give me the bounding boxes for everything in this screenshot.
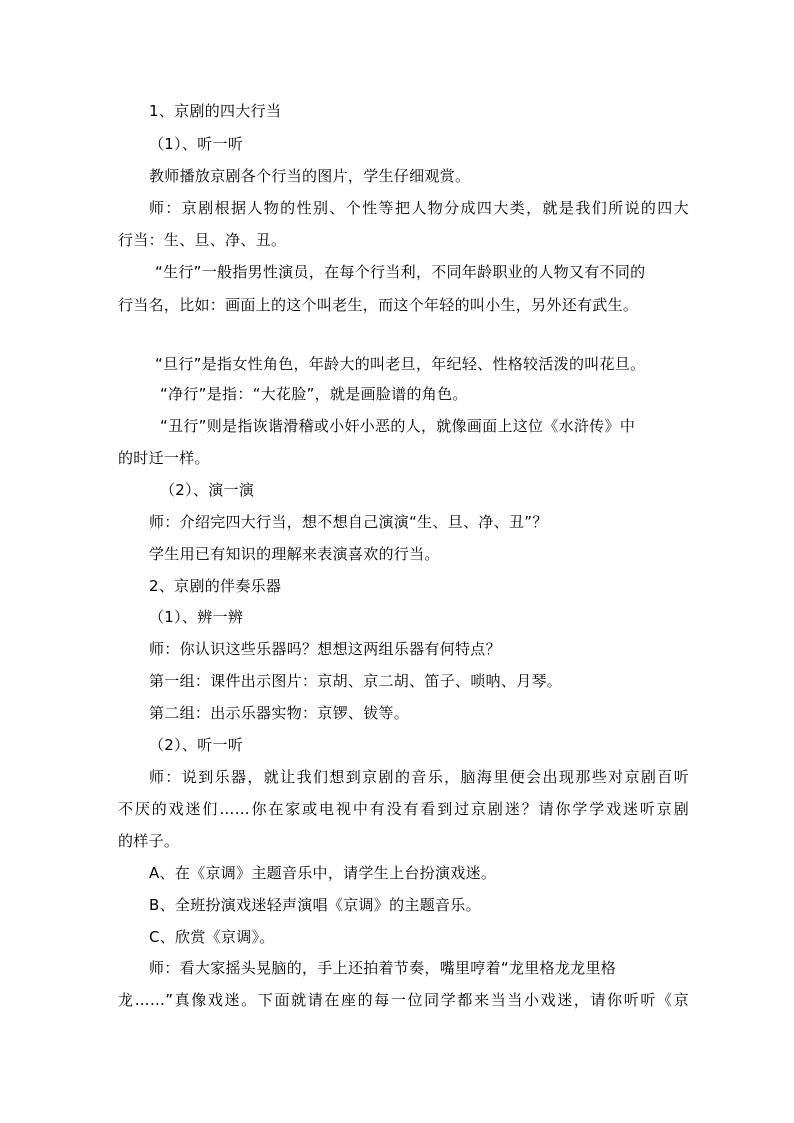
subheading-listen-1: （1）、听一听 [149, 135, 244, 153]
paragraph-line: 师：看大家摇头晃脑的，手上还拍着节奏，嘴里哼着“龙里格龙龙里格 [149, 959, 617, 977]
paragraph-line: 第一组：课件出示图片：京胡、京二胡、笛子、唢呐、月琴。 [149, 672, 563, 690]
paragraph-line: 行当名，比如：画面上的这个叫老生，而这个年轻的叫小生，另外还有武生。 [118, 296, 639, 314]
subheading-act-2: （2）、演一演 [160, 481, 255, 499]
paragraph-line: 龙……”真像戏迷。下面就请在座的每一位同学都来当当小戏迷，请你听听《京 [118, 991, 689, 1009]
paragraph-line: “净行”是指：“大花脸”，就是画脸谱的角色。 [160, 385, 468, 403]
paragraph-line: 师：说到乐器，就让我们想到京剧的音乐，脑海里便会出现那些对京剧百听 [149, 768, 689, 786]
paragraph-line: 第二组：出示乐器实物：京锣、钹等。 [149, 704, 410, 722]
paragraph-line: 教师播放京剧各个行当的图片，学生仔细观赏。 [149, 167, 471, 185]
heading-section-2: 2、京剧的伴奏乐器 [149, 577, 282, 595]
paragraph-line: 的样子。 [118, 832, 180, 850]
list-item-c: C、欣赏《京调》。 [149, 928, 275, 946]
paragraph-line: 不厌的戏迷们……你在家或电视中有没有看到过京剧迷？请你学学戏迷听京剧 [118, 800, 689, 818]
paragraph-line: 师：介绍完四大行当，想不想自己演演“生、旦、净、丑”？ [149, 513, 548, 531]
paragraph-line: 行当：生、旦、净、丑。 [118, 231, 287, 249]
heading-section-1: 1、京剧的四大行当 [149, 102, 282, 120]
list-item-b: B、全班扮演戏迷轻声演唱《京调》的主题音乐。 [149, 896, 481, 914]
paragraph-line: 师：京剧根据人物的性别、个性等把人物分成四大类，就是我们所说的四大 [149, 199, 689, 217]
list-item-a: A、在《京调》主题音乐中，请学生上台扮演戏迷。 [149, 864, 497, 882]
paragraph-line: 师：你认识这些乐器吗？想想这两组乐器有何特点？ [149, 640, 501, 658]
paragraph-line: “旦行”是指女性角色，年龄大的叫老旦，年纪轻、性格较活泼的叫花旦。 [155, 355, 646, 373]
subheading-listen-2: （2）、听一听 [149, 736, 244, 754]
subheading-identify-1: （1）、辨一辨 [149, 608, 244, 626]
paragraph-line: 的时迁一样。 [118, 449, 210, 467]
paragraph-line: “生行”一般指男性演员，在每个行当利，不同年龄职业的人物又有不同的 [155, 263, 646, 281]
paragraph-line: “丑行”则是指诙谐滑稽或小奸小恶的人，就像画面上这位《水浒传》中 [160, 417, 636, 435]
paragraph-line: 学生用已有知识的理解来表演喜欢的行当。 [149, 545, 440, 563]
